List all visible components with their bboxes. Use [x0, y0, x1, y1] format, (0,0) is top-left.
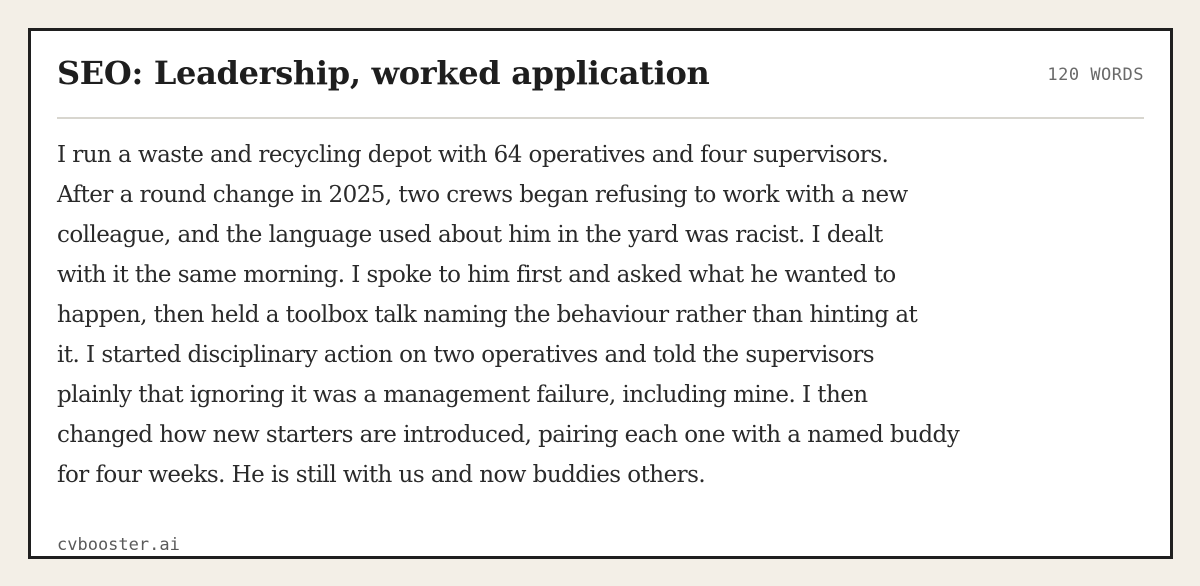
answer-body — [57, 135, 1057, 495]
body-line: with it the same morning. I spoke to him first and asked what he wanted to — [57, 262, 896, 288]
title-divider — [57, 117, 1144, 119]
brand-footer: cvbooster.ai — [57, 535, 180, 555]
card-title: SEO: Leadership, worked application — [57, 54, 710, 92]
body-line: changed how new starters are introduced, pairing each one with a named buddy — [57, 422, 960, 448]
answer-card — [28, 28, 1173, 559]
body-line: it. I started disciplinary action on two operatives and told the supervisors — [57, 342, 875, 368]
body-line: colleague, and the language used about him in the yard was racist. I dealt — [57, 222, 883, 248]
body-line: for four weeks. He is still with us and now buddies others. — [57, 462, 706, 488]
body-line: plainly that ignoring it was a management failure, including mine. I then — [57, 382, 868, 408]
body-line: I run a waste and recycling depot with 64 operatives and four supervisors. — [57, 142, 889, 168]
word-count-badge: 120 WORDS — [1047, 65, 1144, 85]
body-line: happen, then held a toolbox talk naming the behaviour rather than hinting at — [57, 302, 918, 328]
body-line: After a round change in 2025, two crews began refusing to work with a new — [57, 182, 908, 208]
